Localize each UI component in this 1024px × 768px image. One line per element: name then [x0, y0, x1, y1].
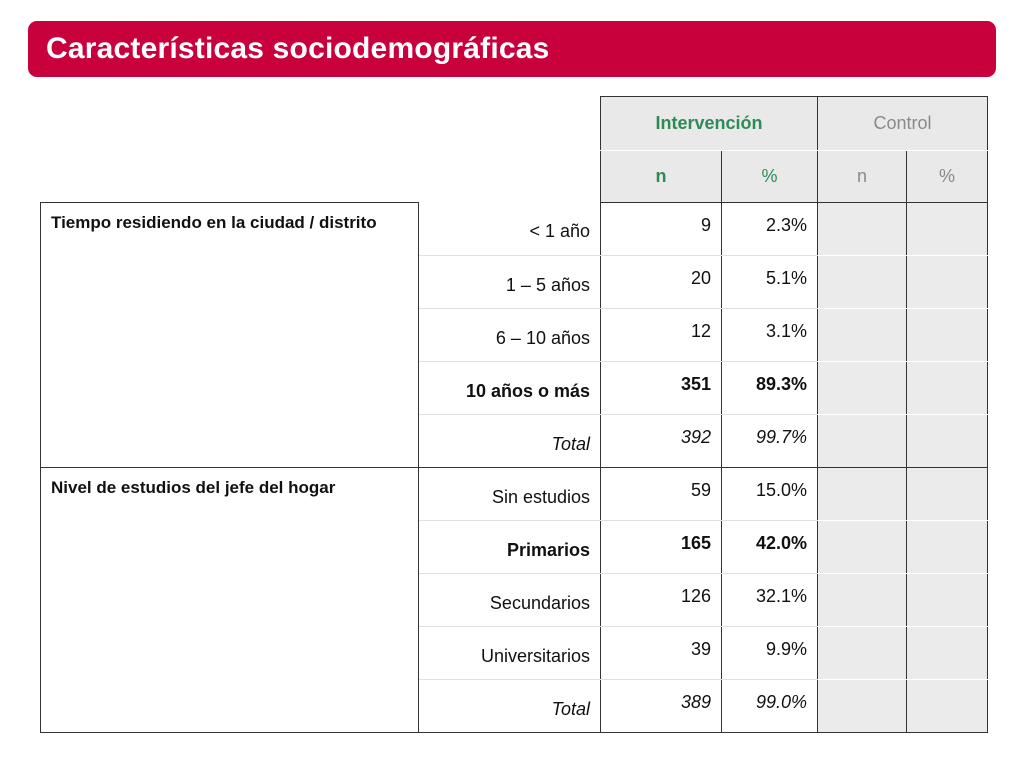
ctl-pct-cell	[907, 415, 988, 468]
int-pct-cell: 2.3%	[722, 203, 818, 256]
int-pct-cell: 15.0%	[722, 468, 818, 521]
ctl-pct-cell	[907, 256, 988, 309]
int-n-cell: 20	[601, 256, 722, 309]
category-cell: Sin estudios	[419, 468, 601, 521]
ctl-pct-cell	[907, 680, 988, 733]
int-pct-cell: 42.0%	[722, 521, 818, 574]
header-row-sub	[41, 151, 988, 203]
title-bar	[28, 21, 996, 77]
ctl-n-cell	[818, 203, 907, 256]
group-label: Tiempo residiendo en la ciudad / distrito	[41, 203, 419, 468]
int-n-cell: 165	[601, 521, 722, 574]
header-control: Control	[818, 97, 988, 151]
header-int-n: n	[601, 151, 722, 203]
ctl-n-cell	[818, 415, 907, 468]
category-cell: Universitarios	[419, 627, 601, 680]
sociodemographic-table	[40, 96, 988, 733]
int-pct-cell: 3.1%	[722, 309, 818, 362]
int-n-cell: 59	[601, 468, 722, 521]
int-n-cell: 9	[601, 203, 722, 256]
ctl-pct-cell	[907, 362, 988, 415]
category-cell: Total	[419, 415, 601, 468]
group-label: Nivel de estudios del jefe del hogar	[41, 468, 419, 733]
int-n-cell: 351	[601, 362, 722, 415]
ctl-pct-cell	[907, 468, 988, 521]
int-n-cell: 389	[601, 680, 722, 733]
ctl-n-cell	[818, 362, 907, 415]
table-row	[41, 468, 988, 521]
ctl-n-cell	[818, 309, 907, 362]
ctl-pct-cell	[907, 309, 988, 362]
int-pct-cell: 32.1%	[722, 574, 818, 627]
int-pct-cell: 99.0%	[722, 680, 818, 733]
header-intervencion: Intervención	[601, 97, 818, 151]
ctl-n-cell	[818, 627, 907, 680]
category-cell: 6 – 10 años	[419, 309, 601, 362]
ctl-n-cell	[818, 680, 907, 733]
header-ctl-n: n	[818, 151, 907, 203]
int-pct-cell: 89.3%	[722, 362, 818, 415]
category-cell: Total	[419, 680, 601, 733]
header-row-groups	[41, 97, 988, 151]
category-cell: Primarios	[419, 521, 601, 574]
ctl-n-cell	[818, 574, 907, 627]
ctl-pct-cell	[907, 521, 988, 574]
category-cell: Secundarios	[419, 574, 601, 627]
int-n-cell: 392	[601, 415, 722, 468]
ctl-pct-cell	[907, 574, 988, 627]
category-cell: 1 – 5 años	[419, 256, 601, 309]
ctl-pct-cell	[907, 203, 988, 256]
int-pct-cell: 9.9%	[722, 627, 818, 680]
ctl-n-cell	[818, 468, 907, 521]
header-int-pct: %	[722, 151, 818, 203]
category-cell: 10 años o más	[419, 362, 601, 415]
int-pct-cell: 99.7%	[722, 415, 818, 468]
ctl-pct-cell	[907, 627, 988, 680]
ctl-n-cell	[818, 521, 907, 574]
int-pct-cell: 5.1%	[722, 256, 818, 309]
int-n-cell: 39	[601, 627, 722, 680]
int-n-cell: 126	[601, 574, 722, 627]
page-title: Características sociodemográficas	[46, 32, 550, 65]
ctl-n-cell	[818, 256, 907, 309]
table-row	[41, 203, 988, 256]
category-cell: < 1 año	[419, 203, 601, 256]
int-n-cell: 12	[601, 309, 722, 362]
header-ctl-pct: %	[907, 151, 988, 203]
